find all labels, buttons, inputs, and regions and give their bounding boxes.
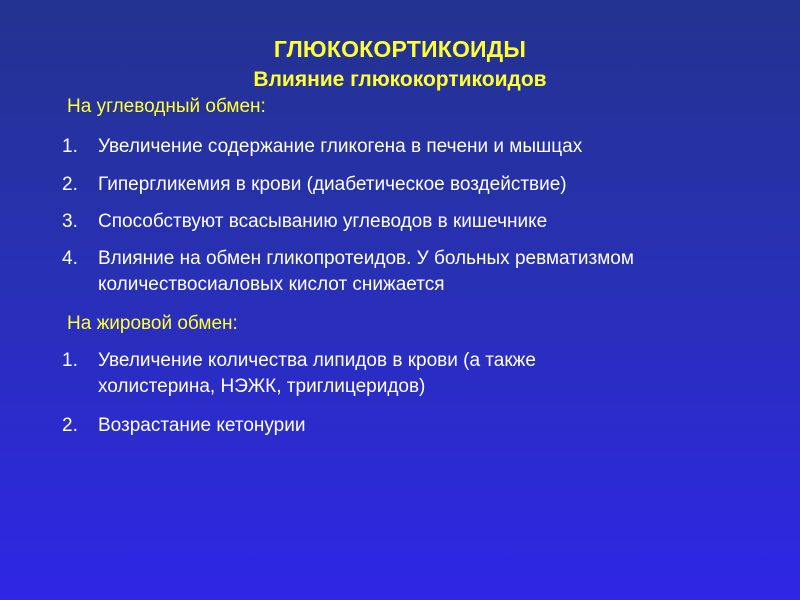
list-item-text: Влияние на обмен гликопротеидов. У больных ревматизмом количествосиаловых кислот снижается [98,248,634,295]
list-item [0,348,658,400]
list-item-text: Увеличение количества липидов в крови (а также холистерина, НЭЖК, триглицеридов) [98,350,536,397]
list-item [0,209,698,235]
list-item [0,172,698,198]
list-item-number: 2. [62,174,78,195]
list-item-text: Гипергликемия в крови (диабетическое воздействие) [98,174,567,195]
slide-subtitle: Влияние глюкокортикоидов [253,68,547,91]
list-item [0,134,698,160]
list-item-text: Способствуют всасыванию углеводов в кишечнике [98,211,548,232]
list-item-number: 3. [62,211,78,232]
list-item-number: 4. [62,248,78,269]
list-item-number: 1. [62,350,78,371]
carb-section-heading: На углеводный обмен: [67,96,266,117]
slide-title: ГЛЮКОКОРТИКОИДЫ [273,36,527,62]
list-item-text: Увеличение содержание гликогена в печени и мышцах [98,136,583,157]
list-item-number: 2. [62,415,78,436]
fat-section-heading: На жировой обмен: [67,313,238,334]
list-item-number: 1. [62,136,78,157]
list-item-text: Возрастание кетонурии [98,415,306,436]
list-item [0,413,698,439]
list-item [0,246,698,298]
